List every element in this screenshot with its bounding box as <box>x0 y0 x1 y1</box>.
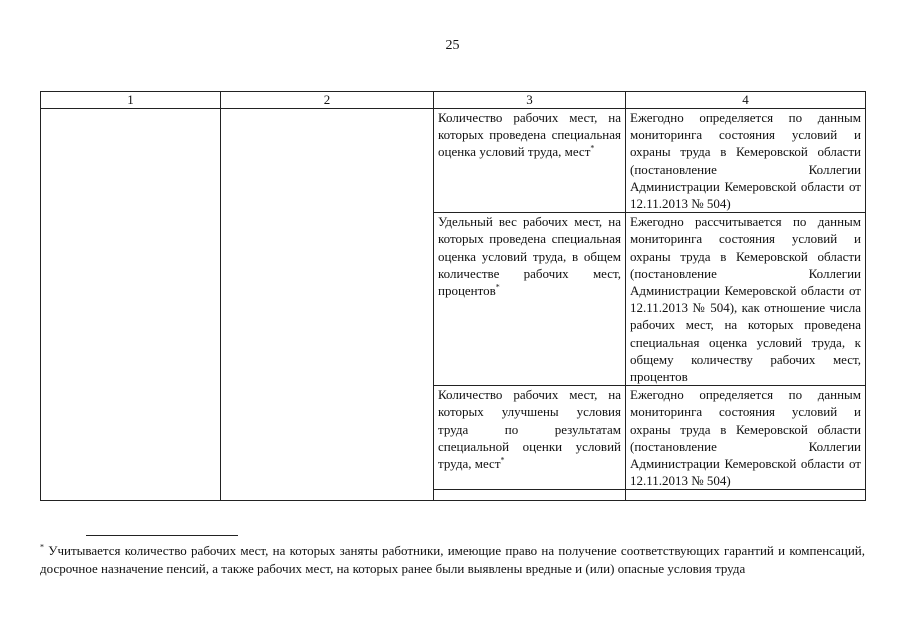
column-header-4: 4 <box>626 92 866 109</box>
table-row <box>41 109 866 213</box>
footnote-mark: * <box>40 542 44 552</box>
column-header-3: 3 <box>434 92 626 109</box>
column-header-2: 2 <box>221 92 434 109</box>
footnote-mark: * <box>590 144 595 154</box>
method-cell <box>626 213 866 386</box>
footnote-text: Учитывается количество рабочих мест, на которых заняты работники, имеющие право на получение соответствующих гарантий и компенсаций, досрочное назначение пенсий, а также рабочих мест, на которых ранее были выявлены вредные и (или) опасные условия труда <box>40 543 865 576</box>
method-text: Ежегодно рассчитывается по данным мониторинга состояния условий и охраны труда в Кемеровской области (постановление Коллегии Администрации Кемеровской области от 12.11.2013 № 504), как отношение числа рабочих мест, на которых проведена специальная оценка условий труда, к общему количеству рабочих мест, процентов <box>630 214 861 385</box>
method-text: Ежегодно определяется по данным мониторинга состояния условий и охраны труда в Кемеровской области (постановление Коллегии Администрации Кемеровской области от 12.11.2013 № 504) <box>630 110 861 212</box>
data-table <box>40 91 866 501</box>
method-cell <box>626 109 866 213</box>
method-cell <box>626 386 866 490</box>
column-header-1: 1 <box>41 92 221 109</box>
empty-cell <box>626 490 866 501</box>
footnote-mark: * <box>495 282 500 292</box>
footnote <box>40 542 865 577</box>
indicator-text: Удельный вес рабочих мест, на которых проведена специальная оценка условий труда, в общем количестве рабочих мест, процентов <box>438 214 621 299</box>
indicator-cell <box>434 109 626 213</box>
cell-col1 <box>41 109 221 501</box>
footnote-separator <box>86 535 238 536</box>
cell-col2 <box>221 109 434 501</box>
page-number: 25 <box>445 38 460 53</box>
footnote-mark: * <box>500 455 505 465</box>
empty-cell <box>434 490 626 501</box>
indicator-cell <box>434 386 626 490</box>
method-text: Ежегодно определяется по данным мониторинга состояния условий и охраны труда в Кемеровской области (постановление Коллегии Администрации Кемеровской области от 12.11.2013 № 504) <box>630 387 861 489</box>
table-header-row <box>41 92 866 109</box>
indicator-text: Количество рабочих мест, на которых улучшены условия труда по результатам специальной оценки условий труда, мест <box>438 387 621 472</box>
indicator-text: Количество рабочих мест, на которых проведена специальная оценка условий труда, мест <box>438 110 621 160</box>
indicator-cell <box>434 213 626 386</box>
